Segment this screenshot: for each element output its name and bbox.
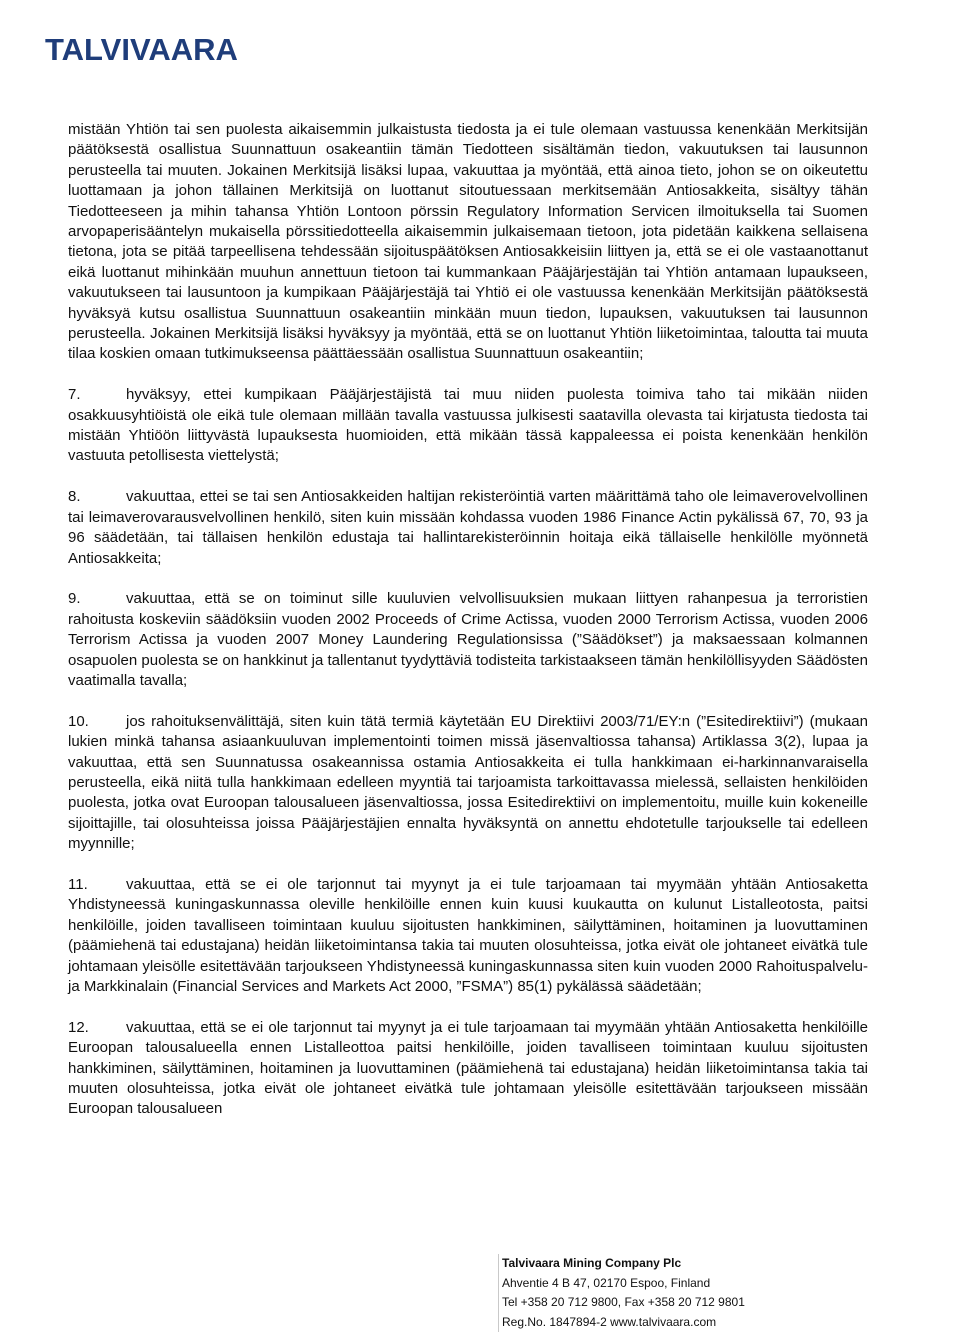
paragraph-text: jos rahoituksenvälittäjä, siten kuin tätä termiä käytetään EU Direktiivi 2003/71/EY:n (”Esitedirektiivi”) (mukaan lukien minkä tahansa asiaankuuluvan implementointi toimen missä jäsenvaltiossa tahansa) Artiklassa 3(2), lupaa ja vakuuttaa, että sen Suunnatussa osakeannissa ostamia Antiosakkeita ei tulla hankkimaan ei-harkinnanvaraisella perusteella, eikä niitä tulla hankkimaan edelleen myyntiä tai tarjoamista tarkoittavassa mielessä, sellaisten henkilöiden puolesta, jotka ovat Euroopan talousalueen jäsenvaltiossa, jossa Esitedirektiivi on implementoitu, muille kuin kokeneille sijoittajille, tai olosuhteissa joissa Pääjärjestäjien ennalta hyväksyntä on annettu ehdotetulle tarjoukselle tai edelleen myynnille;	[68, 712, 868, 853]
paragraph-number: 11.	[68, 875, 88, 893]
paragraph-text: vakuuttaa, ettei se tai sen Antiosakkeiden haltijan rekisteröintiä varten määrittämä taho ole leimaverovelvollinen tai leimaverovarausvelvollinen henkilö, siten kuin missään kohdassa vuoden 1986 Finance Actin pykälissä 67, 70, 93 ja 96 säädetään, tai tällaisen henkilön edustaja tai hallintarekisteröinnin hoitaja eikä tällaiselle henkilölle myönnetä Antiosakkeita;	[68, 488, 868, 567]
paragraph-text: vakuuttaa, että se ei ole tarjonnut tai myynyt ja ei tule tarjoamaan tai myymään yhtään Antiosaketta Yhdistyneessä kuningaskunnassa oleville henkilöille ennen kuin kuusi kuukautta on kulunut Listalleotosta, paitsi henkilöille, joiden tavalliseen toimintaan kuuluu sijoitusten hankkiminen, säilyttäminen, hoitaminen ja luovuttaminen (päämiehenä tai edustajana) heidän liiketoimintansa takia tai muuten olosuhteissa, jotka eivät ole johtaneet eivätkä tule johtamaan yleisölle esitettävään tarjoukseen Yhdistyneessä kuningaskunnassa siten kuin vuoden 2000 Rahoituspalvelu- ja Markkinalain (Financial Services and Markets Act 2000, ”FSMA”) 85(1) pykälässä säädetään;	[68, 875, 868, 995]
page-footer	[498, 1254, 802, 1332]
footer-address: Ahventie 4 B 47, 02170 Espoo, Finland	[502, 1275, 711, 1290]
footer-registration[interactable]: Reg.No. 1847894-2 www.talvivaara.com	[502, 1314, 717, 1329]
footer-phone: Tel +358 20 712 9800, Fax +358 20 712 9801	[502, 1295, 745, 1310]
company-logo: TALVIVAARA	[45, 32, 238, 67]
paragraph-text: vakuuttaa, että se ei ole tarjonnut tai myynyt ja ei tule tarjoamaan tai myymään yhtään Antiosaketta henkilöille Euroopan talousalueella ennen Listalleottoa paitsi henkilöille, joiden tavalliseen toimintaan kuuluu sijoitusten hankkiminen, säilyttäminen, hoitaminen ja luovuttaminen (päämiehenä tai edustajana) heidän liiketoimintansa takia tai muuten olosuhteissa, jotka eivät ole johtaneet eivätkä tule johtamaan yleisölle esitettävään tarjoukseen missään Euroopan talousalueen	[68, 1018, 868, 1118]
paragraph-8	[68, 487, 868, 569]
paragraph-12	[68, 1018, 868, 1120]
paragraph-number: 8.	[68, 488, 81, 506]
footer-company: Talvivaara Mining Company Plc	[502, 1256, 682, 1270]
paragraph-text: vakuuttaa, että se on toiminut sille kuuluvien velvollisuuksien mukaan liittyen rahanpesua ja terroristien rahoitusta koskeviin säädöksiin vuoden 2002 Proceeds of Crime Actissa, vuoden 2000 Terrorism Actissa, vuoden 2006 Terrorism Actissa ja vuoden 2007 Money Laundering Regulationsissa (”Säädökset”) ja maksaessaan kolmannen osapuolen puolesta se on hankkinut ja tallentanut tyydyttäviä todisteita tarkistaakseen tämän henkilöllisyyden Säädösten vaatimalla tavalla;	[68, 590, 868, 689]
paragraph-continued: mistään Yhtiön tai sen puolesta aikaisemmin julkaistusta tiedosta ja ei tule olemaan vastuussa kenenkään Merkitsijän päätöksestä osallistua Suunnattuun osakeantiin tämän Tiedotteen sisältämän tiedon, vakuutuksen tai lausunnon perusteella tai muuten. Jokainen Merkitsijä lisäksi lupaa, vakuuttaa ja myöntää, että ainoa tieto, johon se on oikeutettu luottamaan ja johon tällainen Merkitsijä on luottanut sitoutuessaan merkitsemään Antiosakkeita, sisältyy tähän Tiedotteeseen ja mihin tahansa Yhtiön Lontoon pörssin Regulatory Information Servicen ilmoituksella tai Suomen arvopaperisääntelyn mukaisella pörssitiedotteella aikaisemmin julkaisemaan tietoon, jota pidetään kaikkena sellaisena tietona, jota se pitää tarpeellisena tehdessään sijoituspäätöksen Antiosakkeisiin liittyen ja, että se ei ole vastaanottanut eikä luottanut mihinkään muuhun annettuun tietoon tai kummankaan Pääjärjestäjän tai Yhtiön antamaan lupaukseen, vakuutukseen tai lausuntoon ja kumpikaan Pääjärjestäjä tai Yhtiö ei ole vastuussa kenenkään Merkitsijän päätöksestä hyväksyä kutsu osallistua Suunnattuun osakeantiin minkään muun tiedon, lupauksen, vakuutuksen tai lausunnon perusteella. Jokainen Merkitsijä lisäksi hyväksyy ja myöntää, että se on luottanut Yhtiön liiketoimintaa, taloutta tai muuta tilaa koskien omaan tutkimukseensa päättäessään osallistua Suunnattuun osakeantiin;	[68, 121, 868, 363]
paragraph-7	[68, 385, 868, 467]
paragraph-number: 10.	[68, 712, 89, 730]
paragraph-number: 12.	[68, 1018, 89, 1036]
document-body	[68, 120, 868, 1140]
paragraph-10	[68, 712, 868, 855]
paragraph-number: 9.	[68, 590, 81, 608]
paragraph-text: hyväksyy, ettei kumpikaan Pääjärjestäjistä tai muu niiden puolesta toimiva taho tai mikään niiden osakkuusyhtiöistä ole eikä tule olemaan millään tavalla vastuussa julkisesti saatavilla olevasta tai kirjatusta tiedosta tai mistään Yhtiöön liittyvästä lupauksesta huomioiden, että mikään tässä kappaleessa ei poista kenenkään henkilön vastuuta petollisesta viettelystä;	[68, 386, 868, 465]
paragraph-11	[68, 875, 868, 997]
paragraph-9	[68, 589, 868, 691]
paragraph-number: 7.	[68, 386, 81, 404]
